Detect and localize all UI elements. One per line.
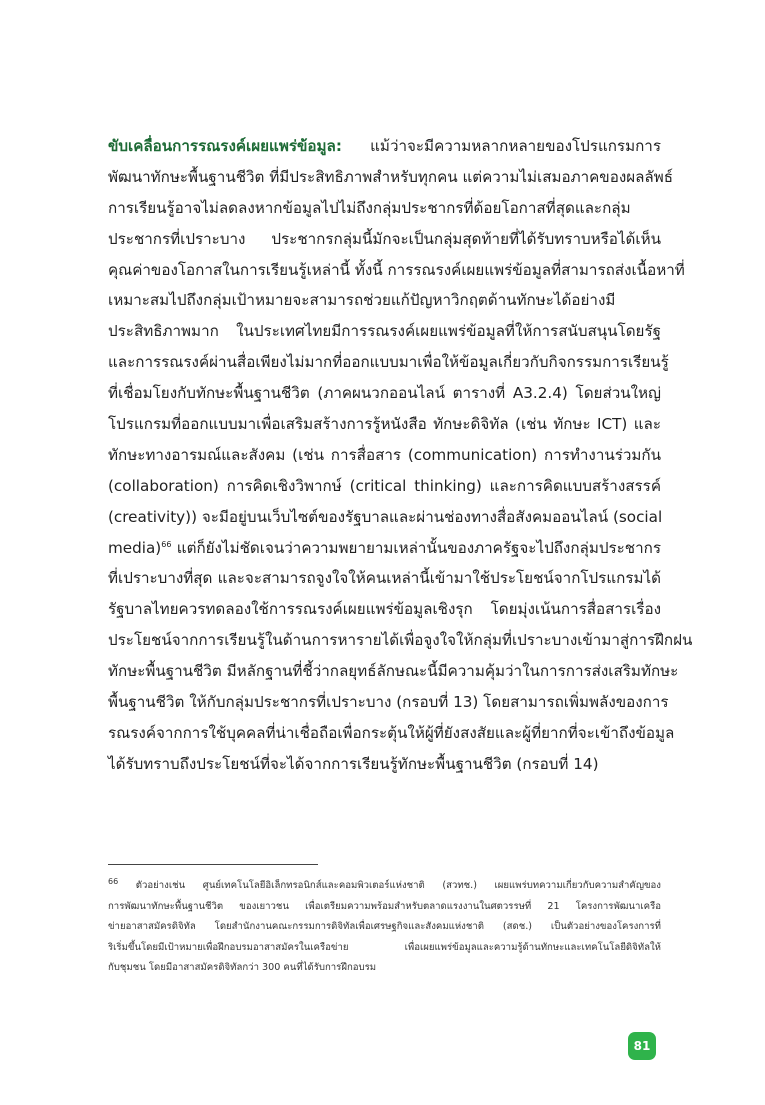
paragraph-line: รณรงค์จากการใช้บุคคลที่น่าเชื่อถือเพื่อกระตุ้นให้ผู้ที่ยังสงสัยและผู้ที่ยากที่จะเข้าถึงข้อมูล xyxy=(108,723,675,742)
paragraph-text: media) xyxy=(108,538,162,557)
paragraph-line xyxy=(108,533,661,564)
footnote-line: ข่ายอาสาสมัครดิจิทัล โดยสำนักงานคณะกรรมการดิจิทัลเพื่อเศรษฐกิจและสังคมแห่งชาติ (สดช.) เป็นตัวอย่างของโครงการที่ xyxy=(108,921,661,933)
page-number-badge: 81 xyxy=(628,1032,656,1060)
paragraph-line: การเรียนรู้อาจไม่ลดลงหากข้อมูลไปไม่ถึงกลุ่มประชากรที่ด้อยโอกาสที่สุดและกลุ่ม xyxy=(108,198,631,217)
paragraph-line: โปรแกรมที่ออกแบบมาเพื่อเสริมสร้างการรู้หนังสือ ทักษะดิจิทัล (เช่น ทักษะ ICT) และ xyxy=(108,415,661,434)
paragraph-line: ทักษะพื้นฐานชีวิต มีหลักฐานที่ชี้ว่ากลยุทธ์ลักษณะนี้มีความคุ้มว่าในการการส่งเสริมทักษะ xyxy=(108,662,679,681)
paragraph-line: ได้รับทราบถึงประโยชน์ที่จะได้จากการเรียนรู้ทักษะพื้นฐานชีวิต (กรอบที่ 14) xyxy=(108,754,599,773)
footnote-number: 66 xyxy=(108,876,119,886)
paragraph-line: ประสิทธิภาพมาก ในประเทศไทยมีการรณรงค์เผยแพร่ข้อมูลที่ให้การสนับสนุนโดยรัฐ xyxy=(108,322,661,341)
paragraph-text: แม้ว่าจะมีความหลากหลายของโปรแกรมการ xyxy=(341,137,661,155)
paragraph-line: คุณค่าของโอกาสในการเรียนรู้เหล่านี้ ทั้งนี้ การรณรงค์เผยแพร่ข้อมูลที่สามารถส่งเนื้อหาที่ xyxy=(108,260,685,279)
paragraph-line xyxy=(108,131,661,162)
paragraph-line: (creativity)) จะมีอยู่บนเว็บไซต์ของรัฐบาลและผ่านช่องทางสื่อสังคมออนไลน์ (social xyxy=(108,507,663,526)
footnote-reference[interactable]: 66 xyxy=(161,539,172,549)
footnote-line: กับชุมชน โดยมีอาสาสมัครดิจิทัลกว่า 300 คนที่ได้รับการฝึกอบรม xyxy=(108,962,377,974)
paragraph-line: เหมาะสมไปถึงกลุ่มเป้าหมายจะสามารถช่วยแก้ปัญหาวิกฤตด้านทักษะได้อย่างมี xyxy=(108,291,616,310)
section-heading: ขับเคลื่อนการรณรงค์เผยแพร่ข้อมูล: xyxy=(108,137,342,155)
paragraph-line: ประชากรที่เปราะบาง ประชากรกลุ่มนี้มักจะเป็นกลุ่มสุดท้ายที่ได้รับทราบหรือได้เห็น xyxy=(108,229,661,248)
paragraph-line: ที่เชื่อมโยงกับทักษะพื้นฐานชีวิต (ภาคผนวกออนไลน์ ตารางที่ A3.2.4) โดยส่วนใหญ่ xyxy=(108,384,661,403)
paragraph-line: รัฐบาลไทยควรทดลองใช้การรณรงค์เผยแพร่ข้อมูลเชิงรุก โดยมุ่งเน้นการสื่อสารเรื่อง xyxy=(108,600,661,619)
paragraph-line: พื้นฐานชีวิต ให้กับกลุ่มประชากรที่เปราะบาง (กรอบที่ 13) โดยสามารถเพิ่มพลังของการ xyxy=(108,693,669,712)
footnote-line: การพัฒนาทักษะพื้นฐานชีวิต ของเยาวชน เพื่อเตรียมความพร้อมสำหรับตลาดแรงงานในศตวรรษที่ 21 โครงการพัฒนาเครือ xyxy=(108,900,661,912)
footnote-line xyxy=(108,876,661,897)
footnote-text: ตัวอย่างเช่น ศูนย์เทคโนโลยีอิเล็กทรอนิกส์และคอมพิวเตอร์แห่งชาติ (สวทช.) เผยแพร่บทความเกี่ยวกับความสำคัญของ xyxy=(118,880,661,891)
paragraph-line: (collaboration) การคิดเชิงวิพากษ์ (critical thinking) และการคิดแบบสร้างสรรค์ xyxy=(108,476,661,495)
paragraph-text: แต่ก็ยังไม่ชัดเจนว่าความพยายามเหล่านั้นของภาครัฐจะไปถึงกลุ่มประชากร xyxy=(171,538,661,557)
footnote xyxy=(108,876,661,979)
paragraph-line: พัฒนาทักษะพื้นฐานชีวิต ที่มีประสิทธิภาพสำหรับทุกคน แต่ความไม่เสมอภาคของผลลัพธ์ xyxy=(108,167,674,186)
paragraph-line: ที่เปราะบางที่สุด และจะสามารถจูงใจให้คนเหล่านี้เข้ามาใช้ประโยชน์จากโปรแกรมได้ xyxy=(108,569,661,588)
paragraph-line: ทักษะทางอารมณ์และสังคม (เช่น การสื่อสาร (communication) การทำงานร่วมกัน xyxy=(108,445,661,464)
body-paragraph xyxy=(108,131,693,780)
footnote-divider xyxy=(108,864,318,865)
footnote-line: ริเริ่มขึ้นโดยมีเป้าหมายเพื่อฝึกอบรมอาสาสมัครในเครือข่าย เพื่อเผยแพร่ข้อมูลและความรู้ด้านทักษะและเทคโนโลยีดิจิทัลให้ xyxy=(108,941,661,953)
paragraph-line: ประโยชน์จากการเรียนรู้ในด้านการหารายได้เพื่อจูงใจให้กลุ่มที่เปราะบางเข้ามาสู่การฝึกฝน xyxy=(108,631,693,650)
paragraph-line: และการรณรงค์ผ่านสื่อเพียงไม่มากที่ออกแบบมาเพื่อให้ข้อมูลเกี่ยวกับกิจกรรมการเรียนรู้ xyxy=(108,353,669,372)
